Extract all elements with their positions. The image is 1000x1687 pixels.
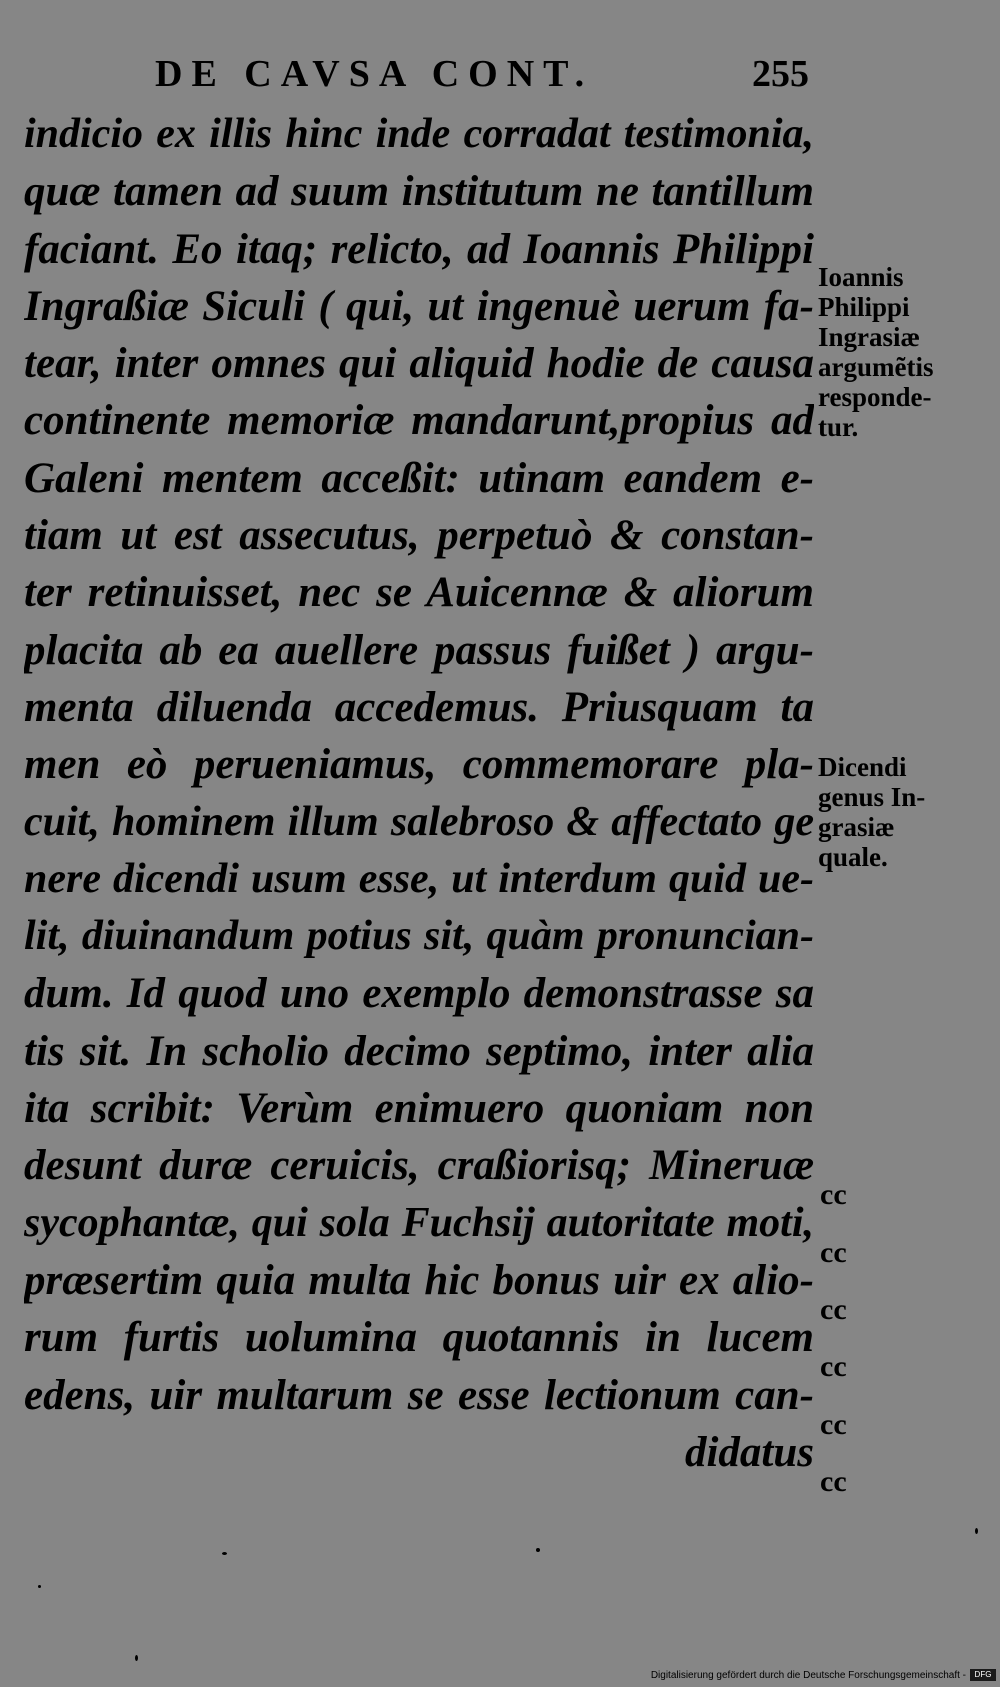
page-number: 255 xyxy=(752,53,809,95)
marginal-line: Dicendi xyxy=(818,752,907,782)
catchword: didatus xyxy=(684,1428,814,1476)
quotation-mark: cc xyxy=(820,1350,847,1383)
running-title: DE CAVSA CONT. xyxy=(155,53,594,95)
text-line: tear, inter omnes qui aliquid hodie de causa xyxy=(24,340,814,388)
text-line: indicio ex illis hinc inde corradat testimonia, xyxy=(24,111,814,157)
text-line: continente memoriæ mandarunt,propius ad xyxy=(24,397,814,445)
text-line: tis sit. In scholio decimo septimo, inter alia xyxy=(24,1027,814,1075)
marginal-note-ingrasia xyxy=(818,262,933,442)
text-line: menta diluenda accedemus. Priusquam ta xyxy=(24,683,814,731)
ink-speck xyxy=(38,1585,41,1588)
quotation-mark: cc xyxy=(820,1465,847,1498)
text-line: quæ tamen ad suum institutum ne tantillum xyxy=(24,168,814,216)
text-line: edens, uir multarum se esse lectionum can- xyxy=(24,1371,814,1419)
marginal-line: Philippi xyxy=(818,292,910,322)
marginal-line: Ioannis xyxy=(818,262,904,292)
marginal-note-dicendi xyxy=(818,752,925,872)
marginal-line: argumẽtis xyxy=(818,352,934,382)
text-line: lit, diuinandum potius sit, quàm pronuncian- xyxy=(24,913,814,960)
text-line: Galeni mentem acceßit: utinam eandem e- xyxy=(24,454,814,502)
text-line: tiam ut est assecutus, perpetuò & constan- xyxy=(24,512,814,560)
ink-speck xyxy=(135,1655,138,1661)
quotation-mark: cc xyxy=(820,1178,847,1211)
text-line: men eò perueniamus, commemorare pla- xyxy=(24,741,814,789)
text-line: nere dicendi usum esse, ut interdum quid ue- xyxy=(24,855,814,902)
text-line: ita scribit: Verùm enimuero quoniam non xyxy=(24,1085,814,1133)
quotation-mark: cc xyxy=(820,1293,847,1326)
text-line: faciant. Eo itaq; relicto, ad Ioannis Philippi xyxy=(24,225,814,273)
quotation-mark: cc xyxy=(820,1236,847,1269)
text-line: ter retinuisset, nec se Auicennæ & aliorum xyxy=(24,569,814,617)
text-line: rum furtis uolumina quotannis in lucem xyxy=(24,1314,814,1362)
text-line: cuit, hominem illum salebroso & affectato ge xyxy=(24,798,814,845)
marginal-line: genus In- xyxy=(818,782,926,812)
text-line: sycophantæ, qui sola Fuchsij autoritate moti, xyxy=(24,1199,814,1246)
digitization-credit: Digitalisierung gefördert durch die Deutsche Forschungsgemeinschaft - xyxy=(650,1670,966,1681)
dfg-logo: DFG xyxy=(970,1669,996,1681)
text-line: desunt duræ ceruicis, craßiorisq; Mineruæ xyxy=(24,1142,814,1190)
text-line: Ingraßiæ Siculi ( qui, ut ingenuè uerum fa- xyxy=(24,282,814,330)
quotation-mark: cc xyxy=(820,1408,847,1441)
text-line: dum. Id quod uno exemplo demonstrasse sa xyxy=(24,970,814,1018)
ink-speck xyxy=(222,1552,227,1555)
marginal-line: responde- xyxy=(818,382,932,412)
text-line: præsertim quia multa hic bonus uir ex alio- xyxy=(24,1256,814,1304)
ink-speck xyxy=(536,1548,540,1552)
marginal-line: tur. xyxy=(818,412,859,442)
marginal-line: quale. xyxy=(818,842,888,872)
body-text xyxy=(24,106,814,1481)
ink-speck xyxy=(975,1528,978,1534)
text-line: placita ab ea auellere passus fuißet ) argu- xyxy=(24,626,814,674)
marginal-line: Ingrasiæ xyxy=(818,322,921,352)
marginal-line: grasiæ xyxy=(818,812,895,842)
